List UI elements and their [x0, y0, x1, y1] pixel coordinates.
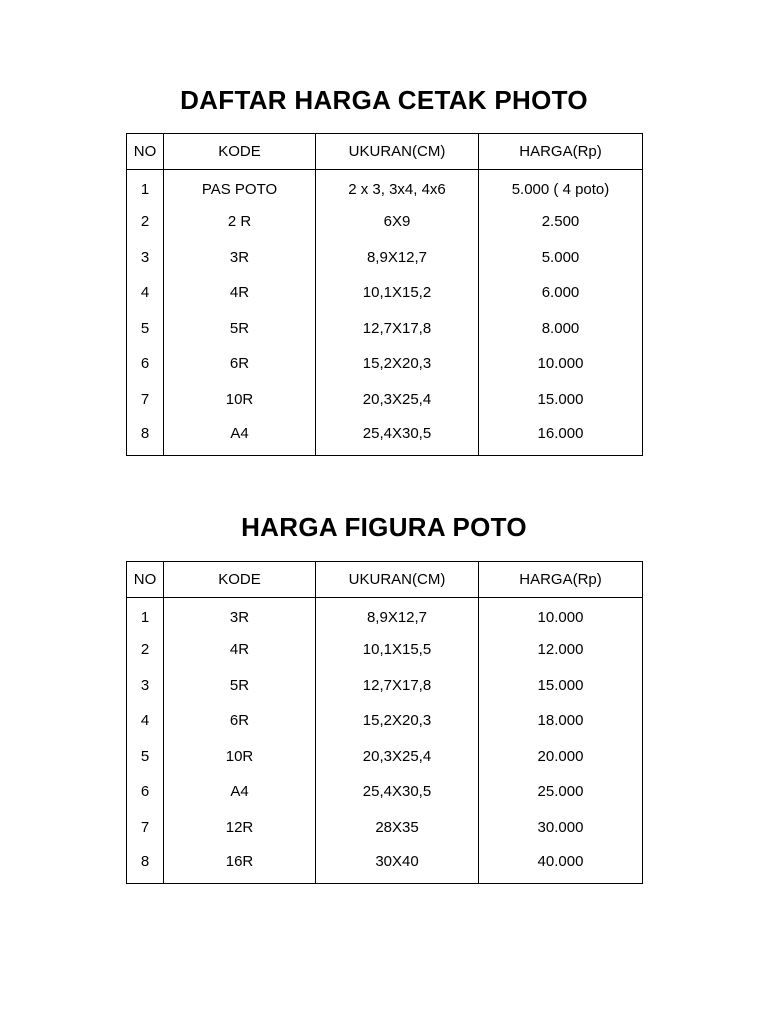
- print-price-title: DAFTAR HARGA CETAK PHOTO: [180, 85, 588, 115]
- cell-kode: A4: [164, 417, 316, 456]
- cell-harga: 5.000: [479, 240, 643, 276]
- cell-no: 2: [127, 632, 164, 668]
- cell-harga: 20.000: [479, 739, 643, 775]
- cell-kode: 4R: [164, 632, 316, 668]
- cell-ukuran: 6X9: [316, 204, 479, 240]
- cell-no: 5: [127, 311, 164, 347]
- cell-no: 8: [127, 845, 164, 884]
- header-no: NO: [127, 134, 164, 170]
- cell-no: 3: [127, 240, 164, 276]
- print-price-table: [126, 133, 643, 456]
- cell-ukuran: 30X40: [316, 845, 479, 884]
- header-harga: HARGA(Rp): [479, 562, 643, 598]
- table-row: [127, 240, 643, 276]
- cell-no: 4: [127, 703, 164, 739]
- cell-ukuran: 20,3X25,4: [316, 382, 479, 418]
- cell-ukuran: 12,7X17,8: [316, 668, 479, 704]
- cell-harga: 15.000: [479, 668, 643, 704]
- cell-kode: 12R: [164, 810, 316, 846]
- cell-kode: A4: [164, 774, 316, 810]
- header-no: NO: [127, 562, 164, 598]
- table-row: [127, 703, 643, 739]
- cell-no: 5: [127, 739, 164, 775]
- table-row: [127, 598, 643, 633]
- cell-harga: 2.500: [479, 204, 643, 240]
- cell-ukuran: 8,9X12,7: [316, 598, 479, 633]
- table-row: [127, 774, 643, 810]
- table-row: [127, 810, 643, 846]
- cell-harga: 10.000: [479, 346, 643, 382]
- table-row: [127, 668, 643, 704]
- cell-harga: 18.000: [479, 703, 643, 739]
- cell-no: 7: [127, 382, 164, 418]
- cell-kode: 16R: [164, 845, 316, 884]
- cell-kode: 10R: [164, 382, 316, 418]
- table-header-row: [127, 562, 643, 598]
- cell-harga: 10.000: [479, 598, 643, 633]
- table-row: [127, 845, 643, 884]
- cell-ukuran: 2 x 3, 3x4, 4x6: [316, 170, 479, 205]
- cell-no: 2: [127, 204, 164, 240]
- header-ukuran: UKURAN(CM): [316, 134, 479, 170]
- cell-kode: PAS POTO: [164, 170, 316, 205]
- cell-kode: 5R: [164, 668, 316, 704]
- cell-ukuran: 20,3X25,4: [316, 739, 479, 775]
- cell-kode: 6R: [164, 346, 316, 382]
- table-row: [127, 204, 643, 240]
- frame-price-title: HARGA FIGURA POTO: [241, 512, 527, 542]
- cell-kode: 2 R: [164, 204, 316, 240]
- cell-no: 1: [127, 170, 164, 205]
- cell-ukuran: 15,2X20,3: [316, 703, 479, 739]
- cell-kode: 6R: [164, 703, 316, 739]
- table-header-row: [127, 134, 643, 170]
- table-row: [127, 346, 643, 382]
- cell-no: 3: [127, 668, 164, 704]
- cell-no: 1: [127, 598, 164, 633]
- cell-kode: 3R: [164, 598, 316, 633]
- table-row: [127, 311, 643, 347]
- header-kode: KODE: [164, 134, 316, 170]
- frame-price-table: [126, 561, 643, 884]
- table-row: [127, 739, 643, 775]
- table-row: [127, 170, 643, 205]
- cell-ukuran: 10,1X15,2: [316, 275, 479, 311]
- cell-no: 7: [127, 810, 164, 846]
- header-ukuran: UKURAN(CM): [316, 562, 479, 598]
- header-kode: KODE: [164, 562, 316, 598]
- cell-no: 4: [127, 275, 164, 311]
- table-row: [127, 632, 643, 668]
- cell-no: 6: [127, 346, 164, 382]
- cell-harga: 30.000: [479, 810, 643, 846]
- table-row: [127, 275, 643, 311]
- header-harga: HARGA(Rp): [479, 134, 643, 170]
- cell-kode: 5R: [164, 311, 316, 347]
- cell-no: 6: [127, 774, 164, 810]
- cell-ukuran: 28X35: [316, 810, 479, 846]
- cell-harga: 15.000: [479, 382, 643, 418]
- cell-ukuran: 10,1X15,5: [316, 632, 479, 668]
- cell-ukuran: 25,4X30,5: [316, 774, 479, 810]
- cell-ukuran: 12,7X17,8: [316, 311, 479, 347]
- cell-harga: 25.000: [479, 774, 643, 810]
- table-row: [127, 382, 643, 418]
- table-row: [127, 417, 643, 456]
- cell-no: 8: [127, 417, 164, 456]
- cell-kode: 4R: [164, 275, 316, 311]
- cell-harga: 16.000: [479, 417, 643, 456]
- cell-ukuran: 8,9X12,7: [316, 240, 479, 276]
- cell-harga: 6.000: [479, 275, 643, 311]
- cell-harga: 8.000: [479, 311, 643, 347]
- cell-kode: 10R: [164, 739, 316, 775]
- cell-ukuran: 25,4X30,5: [316, 417, 479, 456]
- cell-harga: 12.000: [479, 632, 643, 668]
- cell-kode: 3R: [164, 240, 316, 276]
- cell-harga: 5.000 ( 4 poto): [479, 170, 643, 205]
- cell-ukuran: 15,2X20,3: [316, 346, 479, 382]
- cell-harga: 40.000: [479, 845, 643, 884]
